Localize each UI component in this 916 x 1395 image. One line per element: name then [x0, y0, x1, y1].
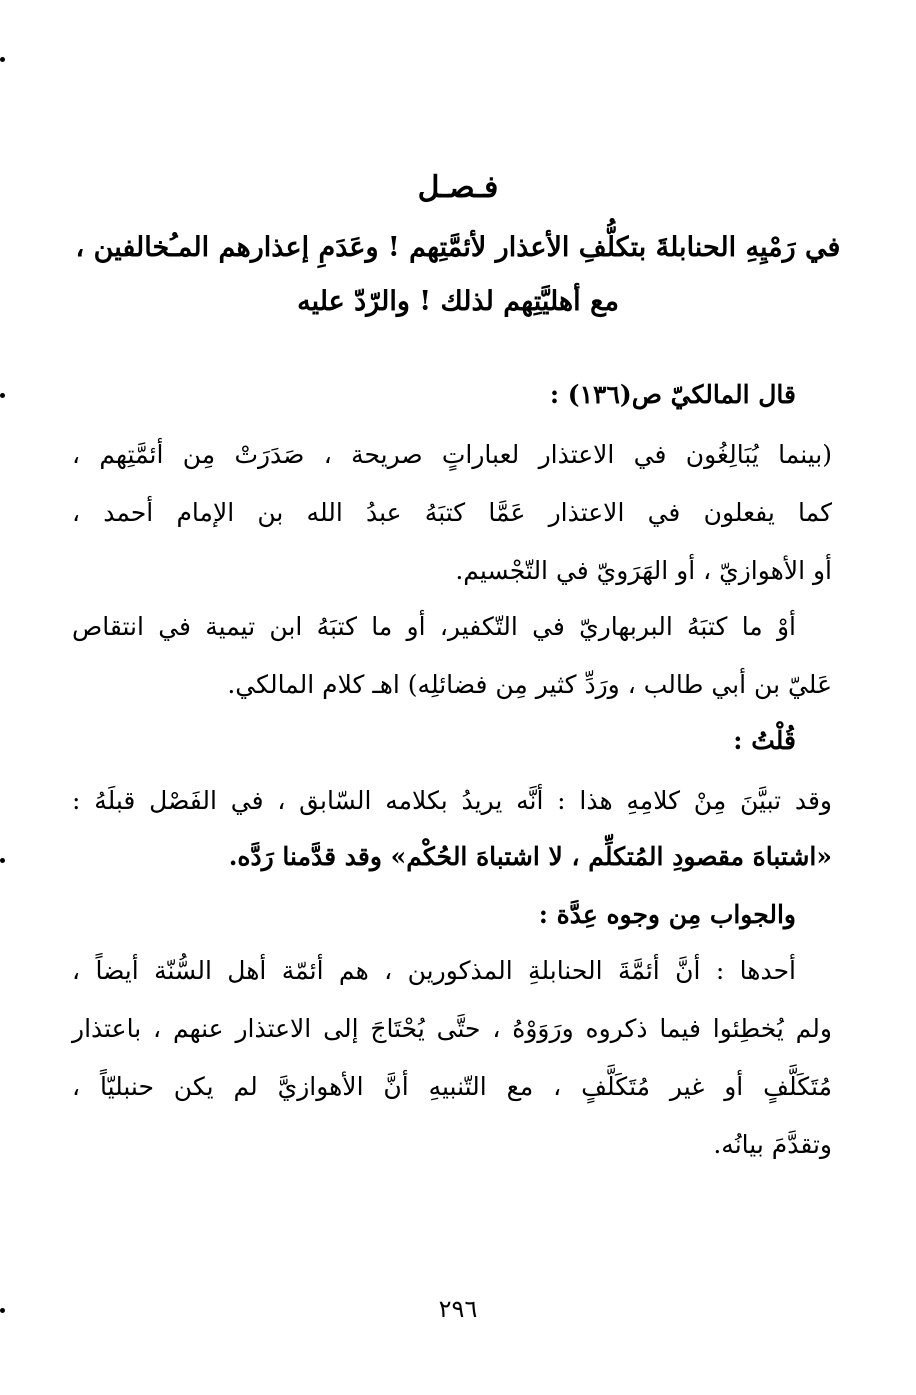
- section-heading: فـصـل: [417, 170, 499, 205]
- body-line: مُتَكَلَّفٍ أو غير مُتَكَلَّفٍ ، مع التّنبيهِ أنَّ الأهوازيَّ لم يكن حنبليّاً ،: [72, 1072, 832, 1101]
- body-line: وتقدَّمَ بيانُه.: [713, 1130, 832, 1159]
- page-number: ٢٩٦: [438, 1295, 478, 1323]
- margin-mark: [0, 393, 5, 398]
- body-line: أو الأهوازيّ ، أو الهَرَويّ في التّجْسيم.: [455, 556, 832, 585]
- body-line: عَليّ بن أبي طالب ، ورَدِّ كثير مِن فضائلِه) اهـ كلام المالكي.: [227, 670, 832, 699]
- body-line: وقد تبيَّنَ مِنْ كلامِهِ هذا : أنَّه يريدُ بكلامه السّابق ، في الفَصْل قبلَهُ :: [72, 786, 832, 815]
- response-heading: قُلْتُ :: [733, 726, 796, 755]
- body-line: كما يفعلون في الاعتذار عَمَّا كتبَهُ عبدُ الله بن الإمام أحمد ،: [72, 498, 832, 527]
- margin-mark: [0, 1308, 5, 1313]
- body-line: والجواب مِن وجوه عِدَّة :: [538, 900, 796, 929]
- margin-mark: [0, 57, 5, 62]
- quote-intro: قال المالكيّ ص(١٣٦) :: [549, 380, 796, 409]
- body-line: أوْ ما كتبَهُ البربهاريّ في التّكفير، أو ما كتبَهُ ابن تيمية في انتقاص: [72, 612, 796, 641]
- margin-mark: [0, 858, 5, 863]
- body-line: «اشتباهَ مقصودِ المُتكلِّم ، لا اشتباهَ الحُكْم» وقد قدَّمنا رَدَّه.: [228, 842, 832, 871]
- section-title-line-2: مع أهليَّتِهم لذلك ! والرّدّ عليه: [297, 286, 619, 317]
- body-line: أحدها : أنَّ أئمَّةَ الحنابلةِ المذكورين ، هم أئمّة أهل السُّنّة أيضاً ،: [72, 956, 796, 985]
- body-line: ولم يُخطِئوا فيما ذكروه ورَوَوْهُ ، حتَّى يُحْتَاجَ إلى الاعتذار عنهم ، باعتذار: [72, 1014, 832, 1043]
- body-line: (بينما يُبَالِغُون في الاعتذار لعباراتٍ صريحة ، صَدَرَتْ مِن أئمَّتِهم ،: [72, 440, 832, 469]
- section-title-line-1: في رَمْيِهِ الحنابلةَ بتكلُّفِ الأعذار لأئمَّتِهم ! وعَدَمِ إعذارهم المـُخالفين ،: [75, 232, 841, 263]
